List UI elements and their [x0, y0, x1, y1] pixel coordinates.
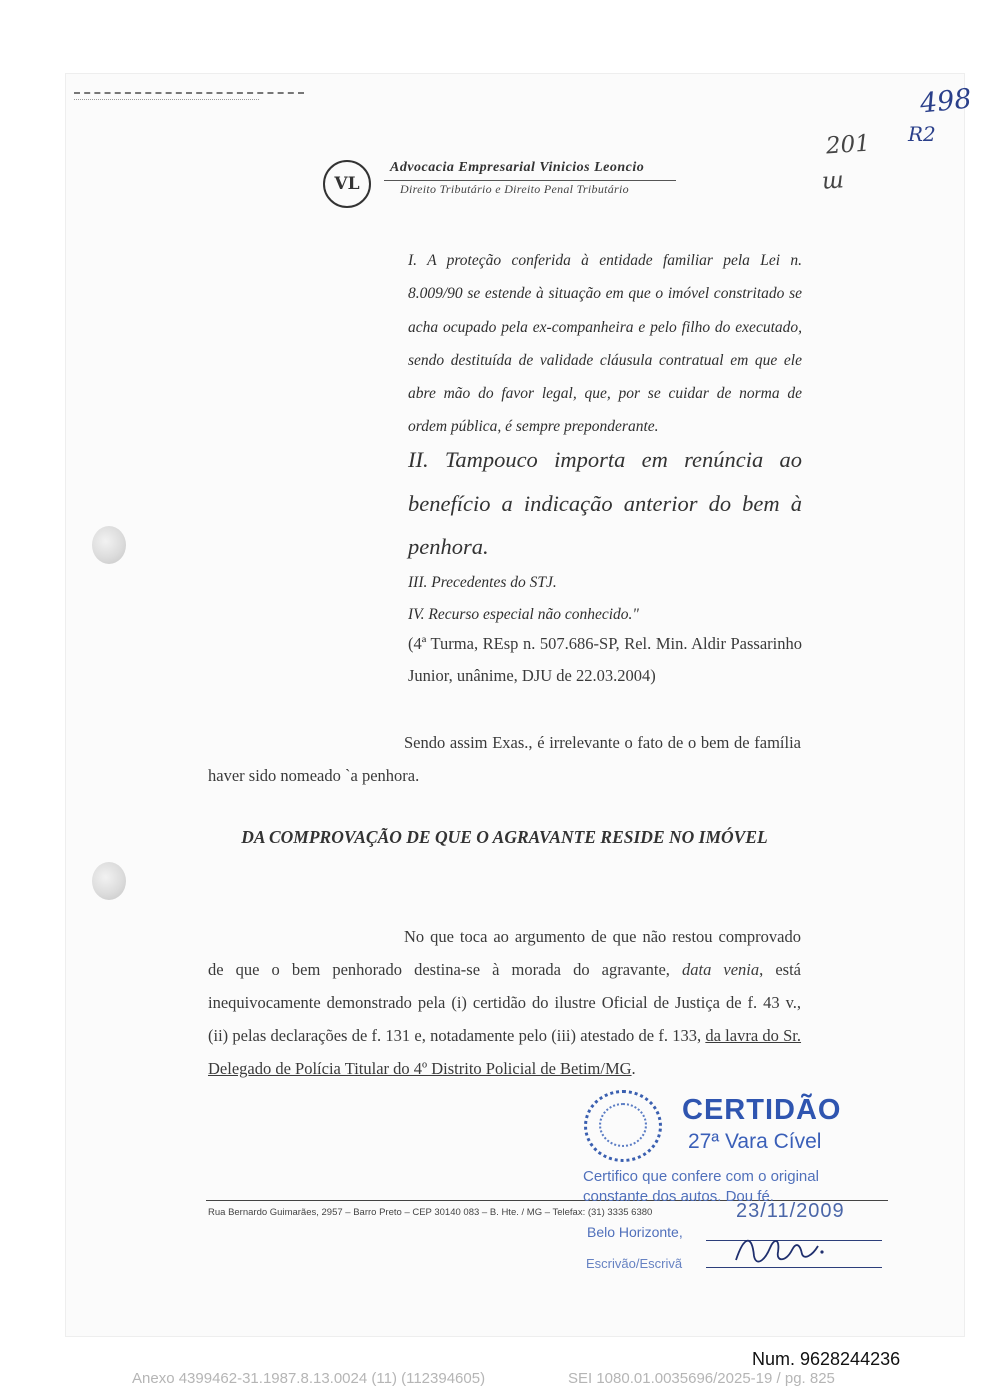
paragraph-1-text: Sendo assim Exas., é irrelevante o fato de o bem de família haver sido nomeado `a penhora. [208, 733, 801, 785]
handwritten-mark: R2 [908, 122, 936, 146]
handwritten-page-number: 498 [918, 83, 974, 120]
paragraph-1 [208, 726, 801, 792]
quote-item-3: III. Precedentes do STJ. [408, 574, 557, 591]
document-number: Num. 9628244236 [752, 1349, 901, 1369]
paragraph-2-text-b: , está inequivocamente demonstrado pela (i) certidão do ilustre Oficial de Justiça de f. 43 v., (ii) pelas declarações de f. 131 e, notadamente pelo (iii) atestado de f. 133, [208, 960, 801, 1045]
paragraph-2 [208, 920, 801, 1085]
quote-item-1: I. A proteção conferida à entidade familiar pela Lei n. 8.009/90 se estende à situação em que o imóvel constritado se acha ocupado pela ex-companheira e pelo filho do executado, sendo destituída de validade cláusula contratual em que ele abre mão do favor legal, que, por se cuidar de norma de ordem pública, é sempre preponderante. [408, 252, 802, 436]
paragraph-2-italic: data venia [681, 960, 760, 979]
header-rule [384, 180, 676, 181]
signature [730, 1226, 830, 1270]
punch-hole [92, 526, 126, 564]
handwritten-initials: ш [821, 167, 845, 195]
scan-artifact-line [74, 99, 259, 100]
stamp-city: Belo Horizonte, [587, 1224, 683, 1240]
stamp-court: 27ª Vara Cível [688, 1130, 822, 1153]
annex-reference: Anexo 4399462-31.1987.8.13.0024 (11) (112394605) [132, 1370, 486, 1387]
court-seal-stamp [584, 1090, 662, 1162]
quote-item-2: II. Tampouco importa em renúncia ao benefício a indicação anterior do bem à penhora. [408, 447, 802, 559]
paragraph-2-end: . [631, 1059, 636, 1078]
firm-subtitle: Direito Tributário e Direito Penal Tributário [400, 182, 629, 196]
paragraph-2-text-a: No que toca ao argumento de que não restou comprovado de que o bem penhorado destina-se à morada do agravante, [208, 927, 801, 979]
stamp-certify-line-2: constante dos autos. Dou fé. [583, 1188, 774, 1205]
punch-hole [92, 862, 126, 900]
firm-name: Advocacia Empresarial Vinicios Leoncio [390, 160, 645, 175]
stamp-date: 23/11/2009 [736, 1200, 845, 1222]
sei-reference: SEI 1080.01.0035696/2025-19 / pg. 825 [568, 1370, 835, 1387]
footer-address: Rua Bernardo Guimarães, 2957 – Barro Preto – CEP 30140 083 – B. Hte. / MG – Telefax: (31) 3335 6380 [208, 1207, 653, 1218]
scan-artifact-line [74, 92, 304, 94]
quote-item-4: IV. Recurso especial não conhecido." [408, 606, 639, 623]
paragraph-2-underlined: da lavra do Sr. Delegado de Polícia Titular do 4º Distrito Policial de Betim/MG [208, 1026, 802, 1078]
section-heading: DA COMPROVAÇÃO DE QUE O AGRAVANTE RESIDE NO IMÓVEL [241, 827, 768, 847]
handwritten-folio: 201 [825, 130, 871, 160]
firm-logo: VL [323, 160, 371, 208]
case-citation: (4ª Turma, REsp n. 507.686-SP, Rel. Min. Aldir Passarinho Junior, unânime, DJU de 22.03.2004) [408, 634, 802, 685]
stamp-clerk: Escrivão/Escrivã [586, 1256, 683, 1271]
stamp-certify-line: Certifico que confere com o original [583, 1168, 819, 1185]
stamp-title: CERTIDÃO [682, 1094, 842, 1126]
